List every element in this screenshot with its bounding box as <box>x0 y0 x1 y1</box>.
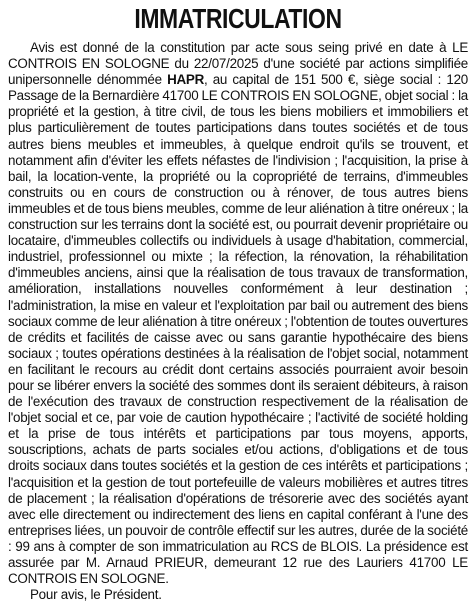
notice-closing <box>8 587 468 603</box>
notice-text-details: , au capital de 151 500 €, siège social : 120 Passage de la Bernardière 41700 LE CONTROIS EN SOLOGNE, objet social : la propriété et la gestion, à titre civil, de tous les biens mobiliers et immobiliers et plus particulièrement de toutes participations dans toutes sociétés et de tous autres biens meubles et immeubles, à quelque endroit qu'ils se trouvent, et notamment afin d'éviter les effets néfastes de l'indivision ; l'acquisition, la prise à bail, la location-vente, la propriété ou la copropriété de terrains, d'immeubles construits ou en cours de construction ou à rénover, de tous autres biens immeubles et de tous biens meubles, comme de leur aliénation à titre onéreux ; la construction sur les terrains dont la société est, ou pourrait devenir propriétaire ou locataire, d'immeubles collectifs ou individuels à usage d'habitation, commercial, industriel, professionnel ou mixte ; la réfection, la rénovation, la réhabilitation d'immeubles anciens, ainsi que la réalisation de tous travaux de transformation, amélioration, installations nouvelles conformément à leur destination ; l'administration, la mise en valeur et l'exploitation par bail ou autrement des biens sociaux comme de leur aliénation à titre onéreux ; l'obtention de toutes ouvertures de crédits et facilités de caisse avec ou sans garantie hypothécaire des biens sociaux ; toutes opérations destinées à la réalisation de l'objet social, notamment en facilitant le recours au crédit dont certains associés pourraient avoir besoin pour se libérer envers la société des sommes dont ils seraient débiteurs, à raison de l'exécution des travaux de construction respectivement de la réalisation de l'objet social et ce, par voie de caution hypothécaire ; l'activité de société holding et la prise de tous intérêts et participations par tous moyens, apports, souscriptions, achats de parts sociales et/ou actions, d'obligations et de tous droits sociaux dans toutes sociétés et la gestion de ces intérêts et participations ; l'acquisition et la gestion de tout portefeuille de valeurs mobilières et autres titres de placement ; la réalisation d'opérations de trésorerie avec des sociétés ayant avec elle directement ou indirectement des liens en capital conférant à l'une des entreprises liées, un pouvoir de contrôle effectif sur les autres, durée de la société : 99 ans à compter de son immatriculation au RCS de BLOIS. La présidence est assurée par M. Arnaud PRIEUR, demeurant 12 rue des Lauriers 41700 LE CONTROIS EN SOLOGNE. <box>8 72 468 587</box>
closing-text: Pour avis, le Président. <box>30 587 162 603</box>
notice-title: IMMATRICULATION <box>134 3 342 34</box>
notice-body <box>8 40 468 587</box>
notice-text-intro: Avis est donné de la constitution par acte sous seing privé en date à LE CONTROIS EN SOLOGNE du 22/07/2025 d'une société par actions simplifiée unipersonnelle dénommée <box>8 40 468 88</box>
company-name: HAPR <box>167 72 205 88</box>
